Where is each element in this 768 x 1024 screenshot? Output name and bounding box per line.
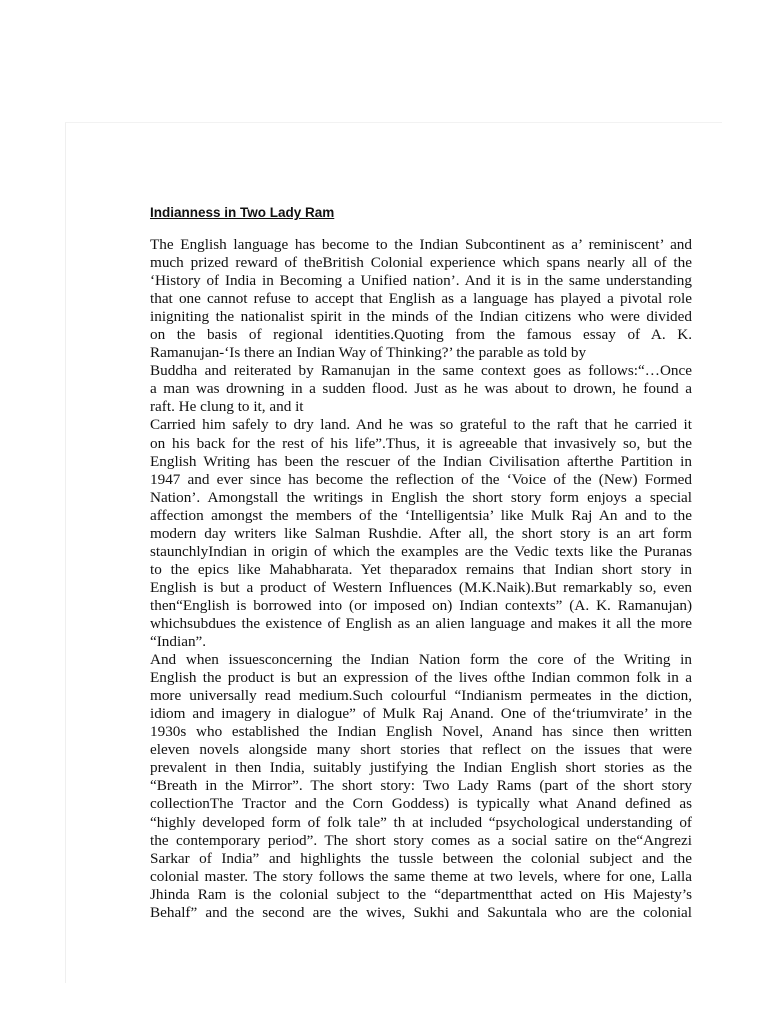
text-line: more universally read medium.Such colourful “Indianism permeates in the diction, — [150, 687, 692, 705]
text-line: to the epics like Mahabharata. Yet theparadox remains that Indian short story in — [150, 560, 692, 578]
text-line: Jhinda Ram is the colonial subject to the “departmentthat acted on His Majesty’s — [150, 885, 692, 903]
text-line: English the product is but an expression of the lives ofthe Indian common folk in a — [150, 669, 692, 687]
text-line: “Indian”. — [150, 633, 207, 651]
text-line: Nation’. Amongstall the writings in English the short story form enjoys a special — [150, 488, 692, 506]
text-line: raft. He clung to it, and it — [150, 398, 304, 416]
text-line: a man was drowning in a sudden flood. Just as he was about to drown, he found a — [150, 380, 692, 398]
text-line: the contemporary period”. The short story comes as a social satire on the“Angrezi — [150, 831, 692, 849]
text-line: eleven novels alongside many short stories that reflect on the issues that were — [150, 741, 692, 759]
text-line: colonial master. The story follows the same theme at two levels, where for one, Lalla — [150, 867, 692, 885]
text-line: Carried him safely to dry land. And he was so grateful to the raft that he carried it — [150, 416, 692, 434]
text-line: then“English is borrowed into (or imposed on) Indian contexts” (A. K. Ramanujan) — [150, 596, 692, 614]
text-line: Ramanujan-‘Is there an Indian Way of Thinking?’ the parable as told by — [150, 344, 587, 362]
text-line: modern day writers like Salman Rushdie. After all, the short story is an art form — [150, 524, 692, 542]
text-line: “highly developed form of folk tale” th at included “psychological understanding of — [150, 813, 692, 831]
text-line: whichsubdues the existence of English as an alien language and makes it all the more — [150, 614, 692, 632]
text-line: idiom and imagery in dialogue” of Mulk Raj Anand. One of the‘triumvirate’ in the — [150, 705, 692, 723]
text-line: on the basis of regional identities.Quoting from the famous essay of A. K. — [150, 326, 692, 344]
text-line: that one cannot refuse to accept that English as a language has played a pivotal role — [150, 290, 692, 308]
text-line: inigniting the nationalist spirit in the minds of the Indian citizens who were divided — [150, 308, 692, 326]
text-line: ‘History of India in Becoming a Unified nation’. And it is in the same understanding — [150, 272, 692, 290]
text-line: English Writing has been the rescuer of the Indian Civilisation afterthe Partition in — [150, 452, 692, 470]
document-title: Indianness in Two Lady Ram — [150, 205, 335, 220]
text-line: Behalf” and the second are the wives, Sukhi and Sakuntala who are the colonial — [150, 903, 692, 921]
text-line: prevalent in then India, suitably justifying the Indian English short stories as the — [150, 759, 692, 777]
text-line: 1947 and ever since has become the reflection of the ‘Voice of the (New) Formed — [150, 470, 692, 488]
body-text — [150, 236, 692, 922]
text-line: on his back for the rest of his life”.Thus, it is agreeable that invasively so, but the — [150, 434, 692, 452]
text-line: 1930s who established the Indian English Novel, Anand has since then written — [150, 723, 692, 741]
text-line: staunchlyIndian in origin of which the examples are the Vedic texts like the Puranas — [150, 542, 692, 560]
text-line: affection amongst the members of the ‘Intelligentsia’ like Mulk Raj An and to the — [150, 506, 692, 524]
text-line: And when issuesconcerning the Indian Nation form the core of the Writing in — [150, 651, 692, 669]
text-line: “Breath in the Mirror”. The short story: Two Lady Rams (part of the short story — [150, 777, 692, 795]
text-line: Buddha and reiterated by Ramanujan in the same context goes as follows:“…Once — [150, 362, 692, 380]
text-line: The English language has become to the Indian Subcontinent as a’ reminiscent’ and — [150, 236, 692, 253]
text-line: collectionThe Tractor and the Corn Goddess) is typically what Anand defined as — [150, 795, 692, 813]
text-line: Sarkar of India” and highlights the tussle between the colonial subject and the — [150, 849, 692, 867]
text-line: English is but a product of Western Influences (M.K.Naik).But remarkably so, even — [150, 578, 692, 596]
text-line: much prized reward of theBritish Colonial experience which spans nearly all of the — [150, 254, 692, 272]
